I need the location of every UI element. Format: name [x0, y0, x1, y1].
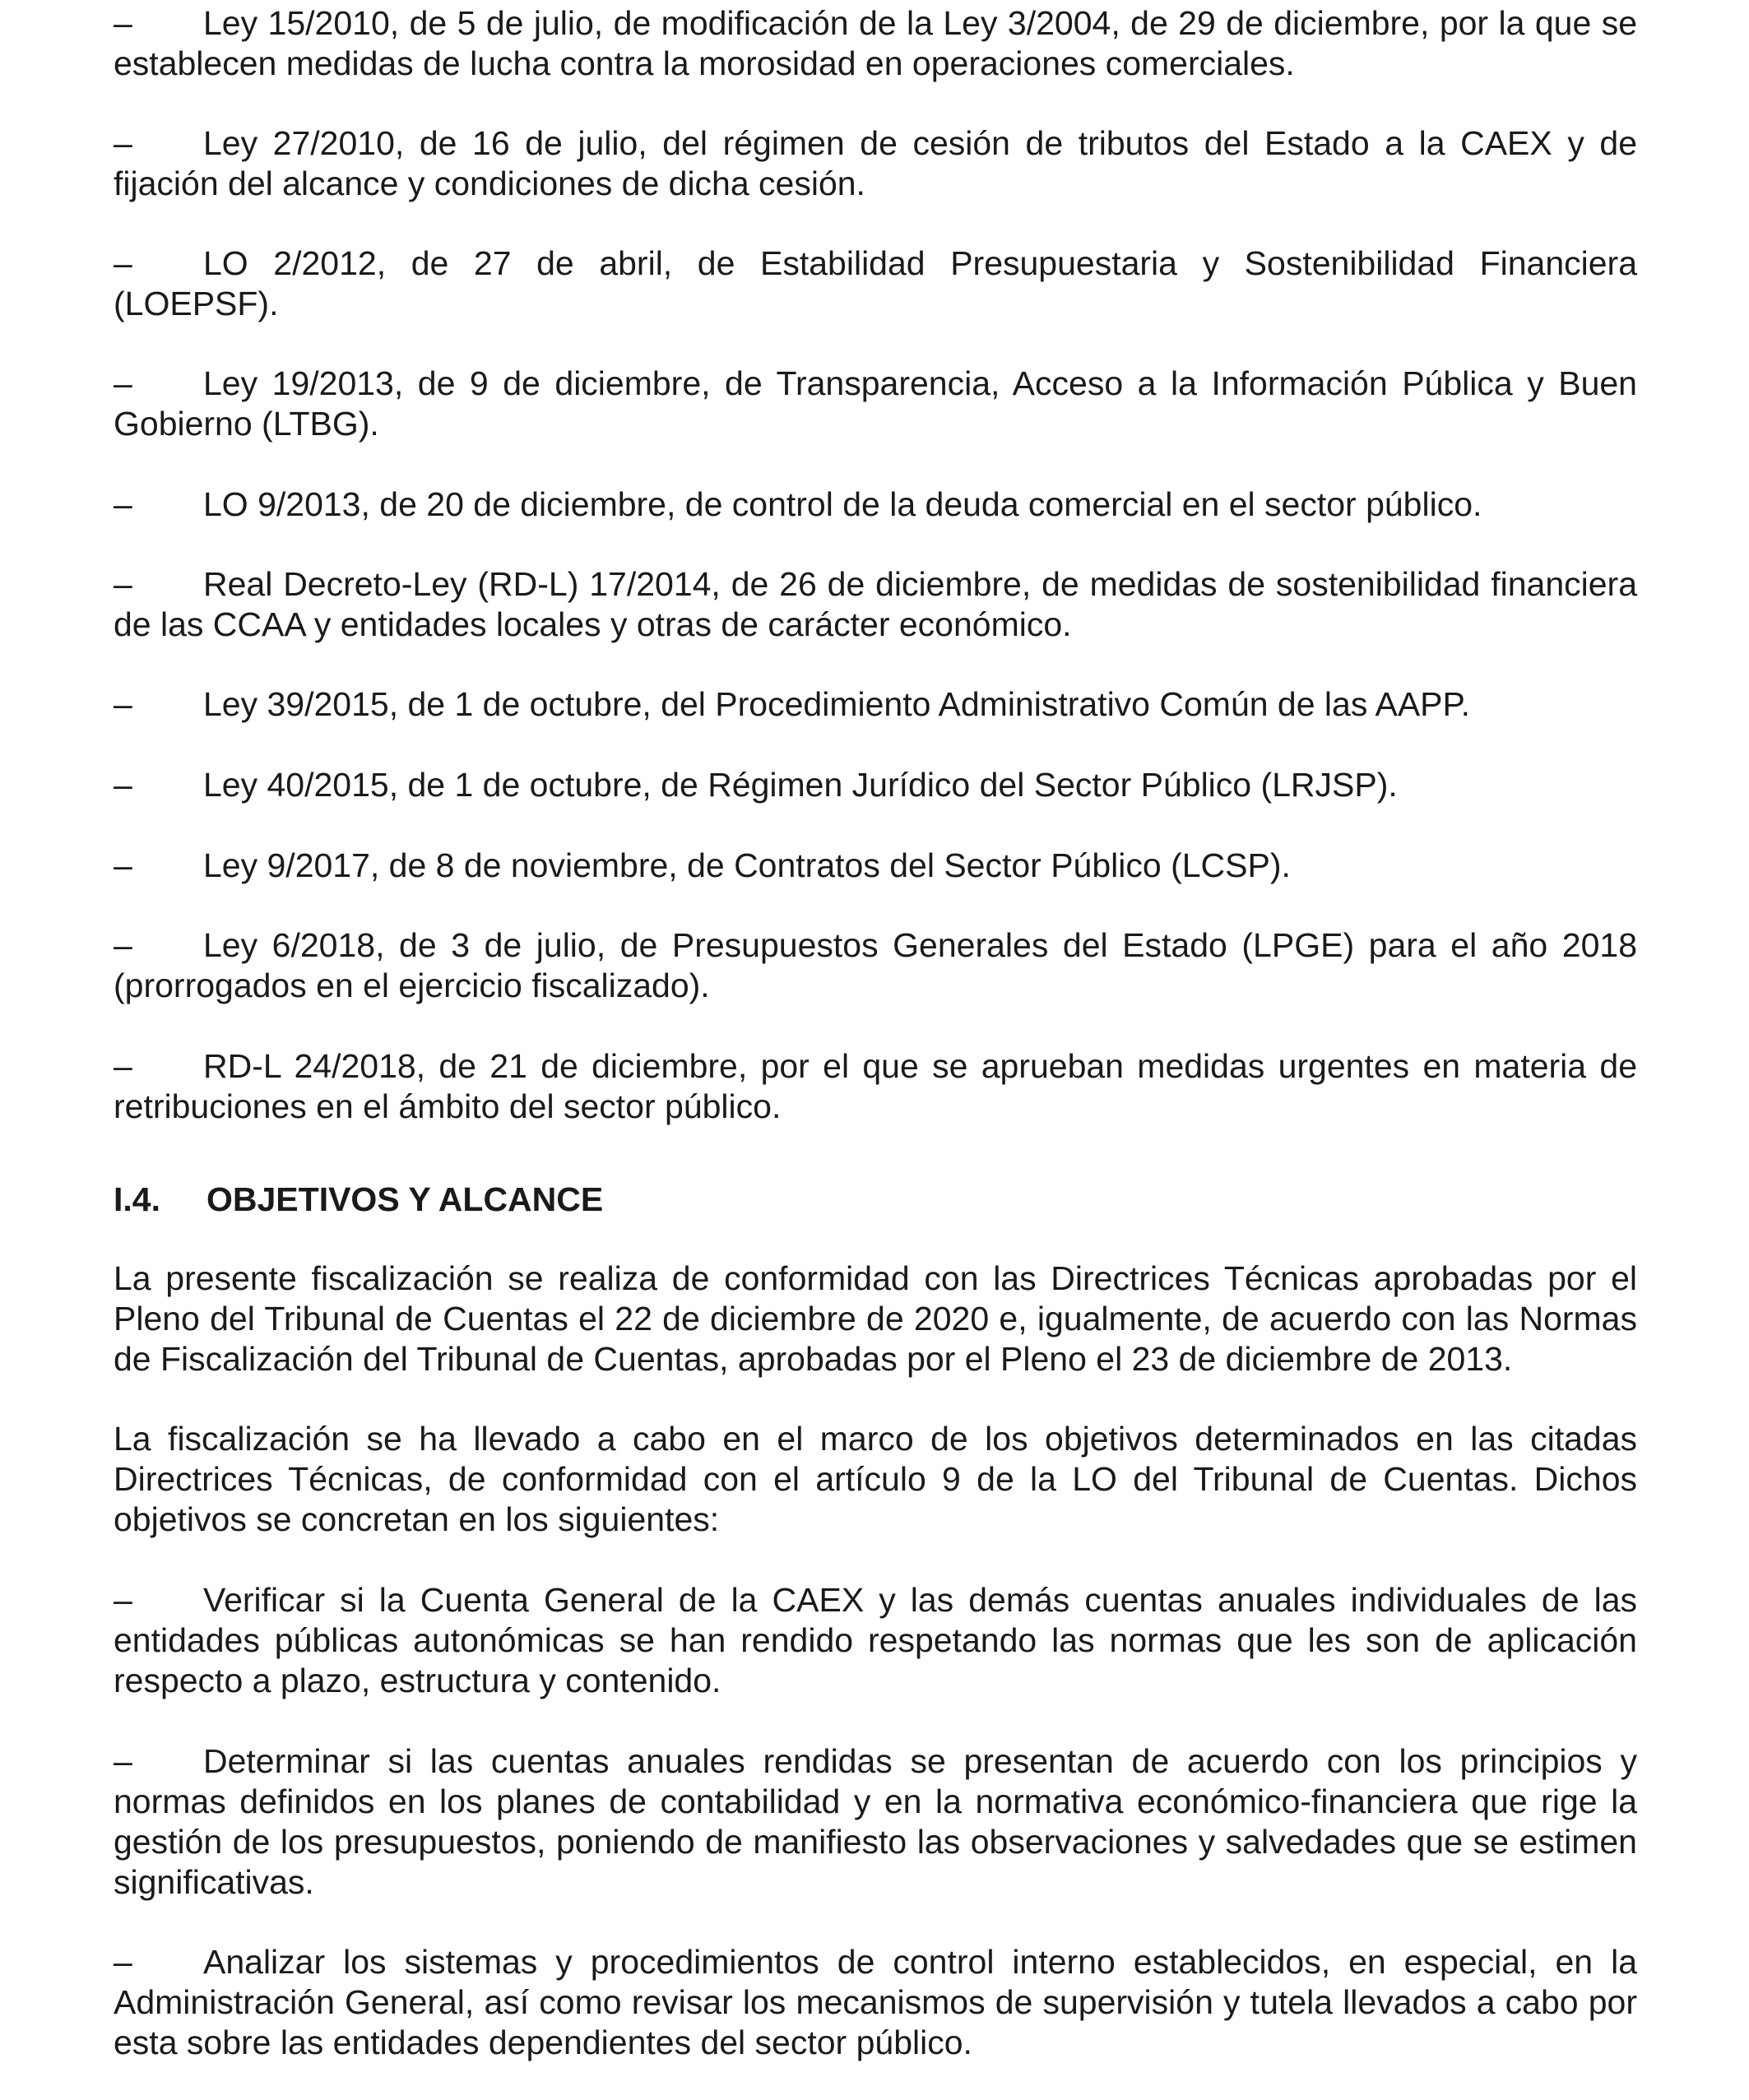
section-number: I.4. — [114, 1180, 160, 1218]
list-item — [114, 925, 1637, 1006]
objective-item-text: Verificar si la Cuenta General de la CAEX y las demás cuentas anuales individuales de las entidades públicas autonómicas se han rendido respetando las normas que les son de aplicación respecto a plazo, estructura y contenido. — [114, 1581, 1637, 1699]
objective-item-text: Analizar los sistemas y procedimientos de control interno establecidos, en especial, en la Administración General, así como revisar los mecanismos de supervisión y tutela llevados a cabo por esta sobre las entidades dependientes del sector público. — [114, 1943, 1637, 2061]
list-item-text: Ley 6/2018, de 3 de julio, de Presupuestos Generales del Estado (LPGE) para el año 2018 (prorrogados en el ejercicio fiscalizado). — [114, 926, 1637, 1004]
section-title: OBJETIVOS Y ALCANCE — [206, 1180, 604, 1218]
dash-bullet: – — [114, 565, 132, 603]
dash-bullet: – — [114, 926, 132, 964]
list-item-text: LO 9/2013, de 20 de diciembre, de control de la deuda comercial en el sector público. — [203, 485, 1482, 523]
list-item — [114, 3, 1637, 84]
dash-bullet: – — [114, 364, 132, 402]
dash-bullet: – — [114, 685, 132, 723]
list-item — [114, 243, 1637, 324]
list-item-text: Ley 40/2015, de 1 de octubre, de Régimen Jurídico del Sector Público (LRJSP). — [203, 766, 1398, 804]
dash-bullet: – — [114, 846, 132, 884]
list-item — [114, 564, 1637, 645]
objective-item — [114, 1942, 1637, 2063]
list-item — [114, 765, 1637, 805]
objective-item — [114, 1741, 1637, 1903]
list-item-text: Ley 15/2010, de 5 de julio, de modificación de la Ley 3/2004, de 29 de diciembre, por la que se establecen medidas de lucha contra la morosidad en operaciones comerciales. — [114, 4, 1637, 82]
list-item-text: Ley 27/2010, de 16 de julio, del régimen de cesión de tributos del Estado a la CAEX y de fijación del alcance y condiciones de dicha cesión. — [114, 124, 1637, 202]
list-item — [114, 1046, 1637, 1127]
list-item — [114, 684, 1637, 725]
paragraph: La fiscalización se ha llevado a cabo en el marco de los objetivos determinados en las citadas Directrices Técnicas, de conformidad con el artículo 9 de la LO del Tribunal de Cuentas. Dichos objetivos se concretan en los siguientes: — [114, 1420, 1637, 1538]
list-item-text: Ley 9/2017, de 8 de noviembre, de Contratos del Sector Público (LCSP). — [203, 846, 1291, 884]
list-item-text: Ley 39/2015, de 1 de octubre, del Procedimiento Administrativo Común de las AAPP. — [203, 685, 1470, 723]
list-item-text: Ley 19/2013, de 9 de diciembre, de Transparencia, Acceso a la Información Pública y Buen Gobierno (LTBG). — [114, 364, 1637, 443]
dash-bullet: – — [114, 766, 132, 804]
section-heading — [114, 1180, 603, 1220]
list-item — [114, 364, 1637, 444]
list-item — [114, 484, 1637, 525]
dash-bullet: – — [114, 1047, 132, 1085]
dash-bullet: – — [114, 124, 132, 162]
list-item — [114, 123, 1637, 204]
dash-bullet: – — [114, 1742, 132, 1780]
objective-item — [114, 1580, 1637, 1701]
dash-bullet: – — [114, 244, 132, 282]
dash-bullet: – — [114, 1943, 132, 1981]
objective-item-text: Determinar si las cuentas anuales rendidas se presentan de acuerdo con los principios y normas definidos en los planes de contabilidad y en la normativa económico-financiera que rige la gestión de los presupuestos, poniendo de manifiesto las observaciones y salvedades que se estimen significativas. — [114, 1742, 1637, 1901]
dash-bullet: – — [114, 1581, 132, 1619]
dash-bullet: – — [114, 4, 132, 42]
paragraph: La presente fiscalización se realiza de conformidad con las Directrices Técnicas aprobadas por el Pleno del Tribunal de Cuentas el 22 de diciembre de 2020 e, igualmente, de acuerdo con las Normas de Fiscalización del Tribunal de Cuentas, aprobadas por el Pleno el 23 de diciembre de 2013. — [114, 1259, 1637, 1378]
list-item-text: RD-L 24/2018, de 21 de diciembre, por el que se aprueban medidas urgentes en materia de retribuciones en el ámbito del sector público. — [114, 1047, 1637, 1125]
dash-bullet: – — [114, 485, 132, 523]
list-item-text: Real Decreto-Ley (RD-L) 17/2014, de 26 de diciembre, de medidas de sostenibilidad financiera de las CCAA y entidades locales y otras de carácter económico. — [114, 565, 1637, 643]
list-item — [114, 846, 1637, 886]
list-item-text: LO 2/2012, de 27 de abril, de Estabilidad Presupuestaria y Sostenibilidad Financiera (LOEPSF). — [114, 244, 1637, 322]
